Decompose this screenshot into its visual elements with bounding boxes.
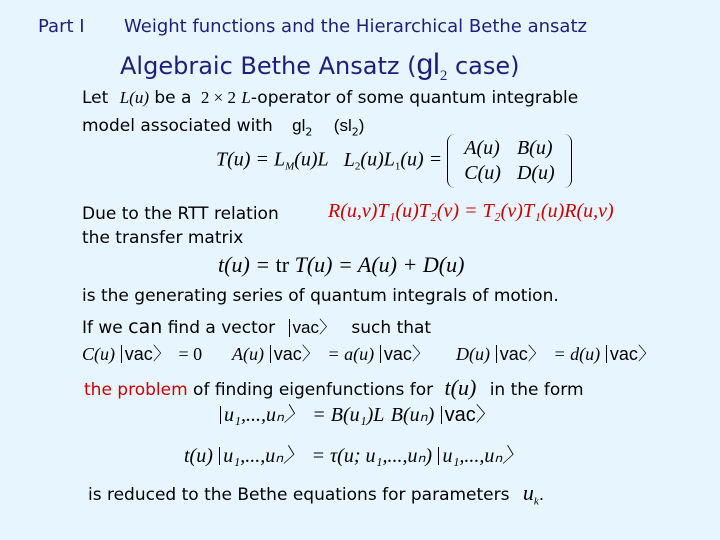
model-text: model associated with (82, 116, 273, 136)
cond-A-tail: = a(u) (327, 344, 375, 364)
condition-D (456, 344, 658, 365)
vacuum-post: find a vector (162, 318, 276, 338)
eigen-ket-rhs: u₁,...,uₙ〉 (438, 447, 524, 465)
transfer-post: T(u) = A(u) + D(u) (289, 252, 465, 277)
matrix-B: B(u) (516, 137, 553, 159)
cond-D-ket: vac〉 (496, 345, 548, 363)
problem-tu: t(u) (444, 375, 477, 400)
problem-line (84, 375, 584, 401)
Lu-symbol: L(u) (119, 88, 149, 107)
eigen-t: t(u) (184, 445, 213, 467)
cond-A-ket-rhs: vac〉 (380, 345, 432, 363)
problem-tail: in the form (489, 380, 584, 400)
condition-A (232, 344, 432, 365)
monodromy-lhs: T(u) = L (216, 148, 286, 171)
vac-ket-label: vac (292, 318, 320, 337)
cond-C-tail: = 0 (178, 344, 203, 364)
monodromy-end: (u) = (400, 148, 443, 171)
cond-A-vac-rhs: vac (383, 344, 412, 364)
let-line (82, 88, 578, 108)
cond-D-tail: = d(u) (553, 344, 601, 364)
monodromy-mid: (u)L (294, 148, 329, 171)
cond-A-vac: vac (273, 344, 302, 364)
monodromy-lm-sub: M (285, 160, 295, 173)
gl2-symbol: gl (292, 116, 306, 135)
gl2-sub: 2 (305, 125, 313, 139)
generating-series-text: is the generating series of quantum integrals of motion. (82, 286, 559, 306)
eigen-ket-rhs-args: u₁,...,uₙ (442, 445, 503, 467)
transfer-formula (218, 252, 464, 278)
cond-C-op: C(u) (82, 344, 115, 364)
problem-rest: of finding eigenfunctions for (187, 380, 434, 400)
matrix-A: A(u) (464, 137, 500, 159)
cond-C-ket: vac〉 (121, 345, 173, 363)
cond-A-ket: vac〉 (270, 345, 322, 363)
cond-D-op: D(u) (456, 344, 490, 364)
eigen-equation (184, 443, 524, 468)
sl2-symbol: sl (339, 116, 352, 135)
operator-text: -operator of some quantum integrable (250, 88, 579, 108)
bethe-ket: u₁,...,uₙ〉 (220, 406, 306, 424)
footer-dot: . (538, 485, 545, 505)
part-label: Part I (38, 16, 85, 37)
slide-subtitle (120, 48, 520, 85)
footer-uk-sub: k (533, 495, 539, 508)
cond-D-vac-rhs: vac (609, 344, 638, 364)
monodromy-formula (216, 134, 572, 188)
subtitle-gl-sub: 2 (439, 67, 448, 84)
dim-symbol: 2 × 2 (200, 88, 236, 107)
eigen-eq: = τ(u; u₁,...,uₙ) (311, 445, 433, 467)
bethe-vac-ket: vac〉 (441, 406, 498, 424)
eigen-ket-args: u₁,...,uₙ (223, 445, 284, 467)
vacuum-such-that: such that (351, 318, 432, 338)
monodromy-matrix (447, 134, 571, 188)
matrix-D: D(u) (516, 162, 555, 184)
bethe-Bn: B(uₙ) (390, 404, 435, 426)
subtitle-post: case) (454, 52, 520, 80)
transfer-pre: t(u) = (218, 252, 276, 277)
problem-red: the problem (84, 380, 188, 400)
bethe-vector (220, 402, 498, 427)
matrix-C: C(u) (464, 162, 501, 184)
footer-line (88, 480, 544, 507)
monodromy-l2: L (343, 148, 355, 171)
bethe-vac: vac (444, 404, 476, 426)
cond-A-op: A(u) (232, 344, 264, 364)
footer-uk: u (522, 480, 534, 505)
vac-ket: vac〉 (289, 319, 338, 337)
sl2-open: ( (333, 116, 340, 135)
bethe-L: L (373, 404, 385, 426)
monodromy-l2-sub: 2 (354, 160, 361, 173)
cond-C-vac: vac (124, 344, 153, 364)
vacuum-pre: If we (82, 318, 129, 338)
rtt-line-1: Due to the RTT relation (82, 204, 279, 224)
vacuum-can: can (128, 316, 163, 338)
cond-D-vac: vac (499, 344, 528, 364)
sl2-sub: 2 (351, 125, 359, 139)
footer-text: is reduced to the Bethe equations for parameters (88, 485, 510, 505)
sl2-close: ) (358, 116, 365, 135)
let-word: Let (82, 88, 109, 108)
monodromy-l2u: (u)L (360, 148, 395, 171)
bethe-ket-args: u₁,...,uₙ (224, 404, 284, 426)
condition-C (82, 344, 202, 365)
subtitle-gl: gl (416, 48, 440, 81)
monodromy-l1-sub: 1 (394, 160, 401, 173)
slide-header-title: Weight functions and the Hierarchical Bethe ansatz (124, 16, 587, 37)
rtt-line-2: the transfer matrix (82, 228, 244, 248)
L-symbol: L (241, 88, 251, 107)
cond-D-ket-rhs: vac〉 (606, 345, 658, 363)
eigen-ket: u₁,...,uₙ〉 (219, 447, 305, 465)
bethe-eq: = B(u₁) (312, 404, 374, 426)
trace-symbol: tr (275, 252, 290, 277)
rtt-formula: R(u,v)T₁(u)T₂(v) = T₂(v)T₁(u)R(u,v) (328, 200, 614, 222)
subtitle-pre: Algebraic Bethe Ansatz ( (120, 52, 417, 80)
be-a-text: be a (154, 88, 192, 108)
vacuum-line (82, 316, 431, 338)
